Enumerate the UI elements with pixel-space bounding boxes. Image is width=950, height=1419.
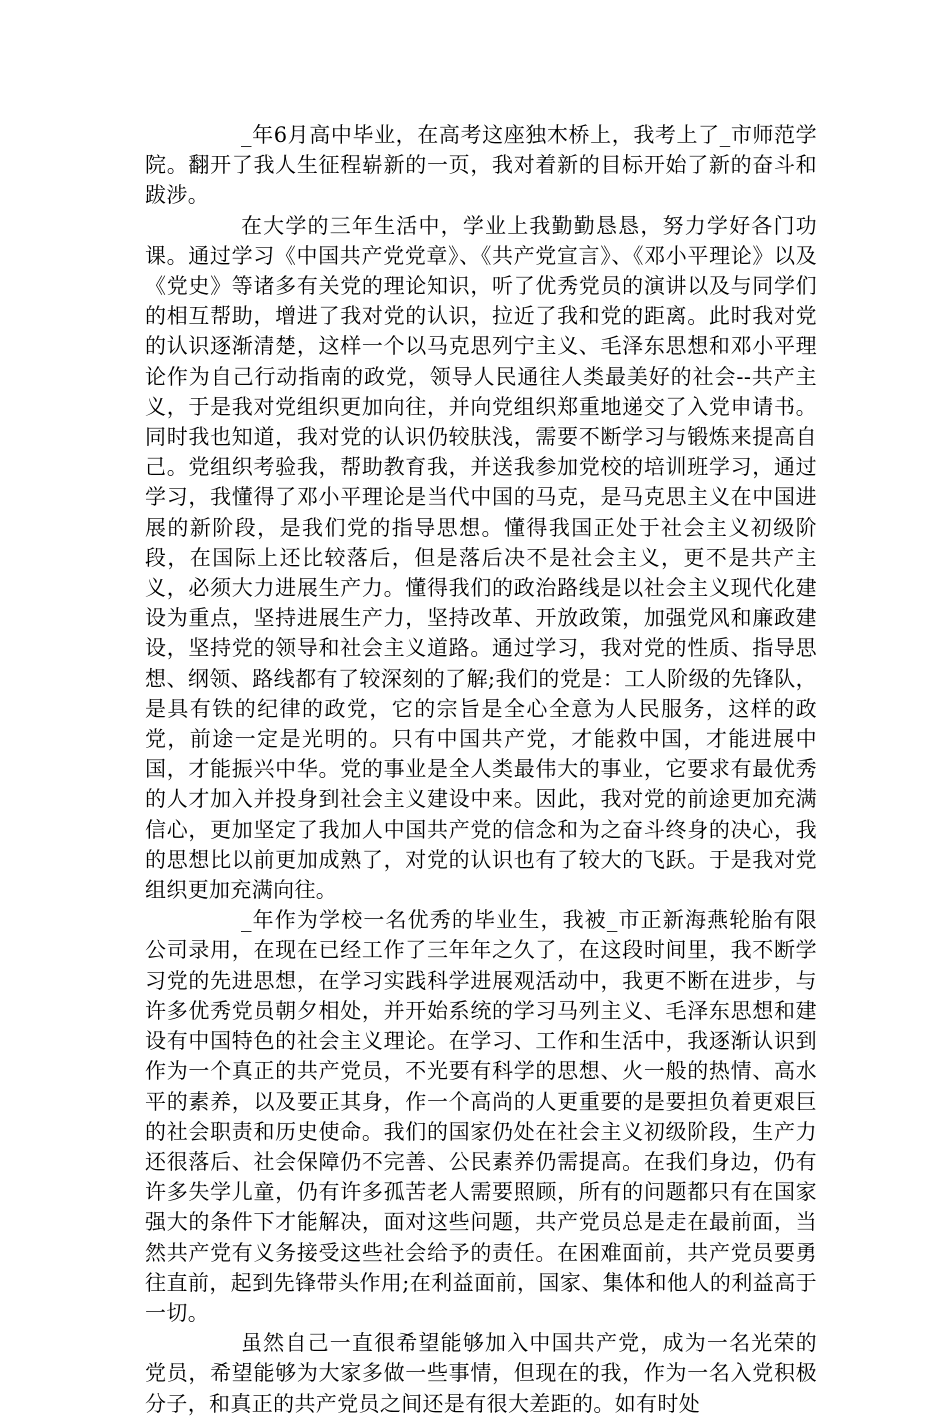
paragraph-graduation: _年6月高中毕业，在高考这座独木桥上，我考上了_市师范学院。翻开了我人生征程崭新的一页，我对着新的目标开始了新的奋斗和跋涉。 [145, 123, 817, 208]
paragraph-self-reflection: 虽然自己一直很希望能够加入中国共产党，成为一名光荣的党员，希望能够为大家多做一些事情，但现在的我，作为一名入党积极分子，和真正的共产党员之间还是有很大差距的。如有时处 [145, 1331, 817, 1416]
paragraph-employment: _年作为学校一名优秀的毕业生，我被_市正新海燕轮胎有限公司录用，在现在已经工作了三年年之久了，在这段时间里，我不断学习党的先进思想，在学习实践科学进展观活动中，我更不断在进步，与许多优秀党员朝夕相处，并开始系统的学习马列主义、毛泽东思想和建设有中国特色的社会主义理论。在学习、工作和生活中，我逐渐认识到作为一个真正的共产党员，不光要有科学的思想、火一般的热情、高水平的素养，以及要正其身，作一个高尚的人更重要的是要担负着更艰巨的社会职责和历史使命。我们的国家仍处在社会主义初级阶段，生产力还很落后、社会保障仍不完善、公民素养仍需提高。在我们身边，仍有许多失学儿童，仍有许多孤苦老人需要照顾，所有的问题都只有在国家强大的条件下才能解决，面对这些问题，共产党员总是走在最前面，当然共产党有义务接受这些社会给予的责任。在困难面前，共产党员要勇往直前，起到先锋带头作用;在利益面前，国家、集体和他人的利益高于一切。 [145, 908, 817, 1325]
document-page [145, 120, 817, 1419]
paragraph-university-study: 在大学的三年生活中，学业上我勤勤恳恳，努力学好各门功课。通过学习《中国共产党党章》、《共产党宣言》、《邓小平理论》以及《党史》等诸多有关党的理论知识，听了优秀党员的演讲以及与同学们的相互帮助，增进了我对党的认识，拉近了我和党的距离。此时我对党的认识逐渐清楚，这样一个以马克思列宁主义、毛泽东思想和邓小平理论作为自己行动指南的政党，领导人民通往人类最美好的社会--共产主义，于是我对党组织更加向往，并向党组织郑重地递交了入党申请书。同时我也知道，我对党的认识仍较肤浅，需要不断学习与锻炼来提高自己。党组织考验我，帮助教育我，并送我参加党校的培训班学习，通过学习，我懂得了邓小平理论是当代中国的马克，是马克思主义在中国进展的新阶段，是我们党的指导思想。懂得我国正处于社会主义初级阶段，在国际上还比较落后，但是落后决不是社会主义，更不是共产主义，必须大力进展生产力。懂得我们的政治路线是以社会主义现代化建设为重点，坚持进展生产力，坚持改革、开放政策，加强党风和廉政建设，坚持党的领导和社会主义道路。通过学习，我对党的性质、指导思想、纲领、路线都有了较深刻的了解;我们的党是：工人阶级的先锋队，是具有铁的纪律的政党，它的宗旨是全心全意为人民服务，这样的政党，前途一定是光明的。只有中国共产党，才能救中国，才能进展中国，才能振兴中华。党的事业是全人类最伟大的事业，它要求有最优秀的人才加入并投身到社会主义建设中来。因此，我对党的前途更加充满信心，更加坚定了我加人中国共产党的信念和为之奋斗终身的决心，我的思想比以前更加成熟了，对党的认识也有了较大的飞跃。于是我对党组织更加充满向往。 [145, 213, 817, 903]
